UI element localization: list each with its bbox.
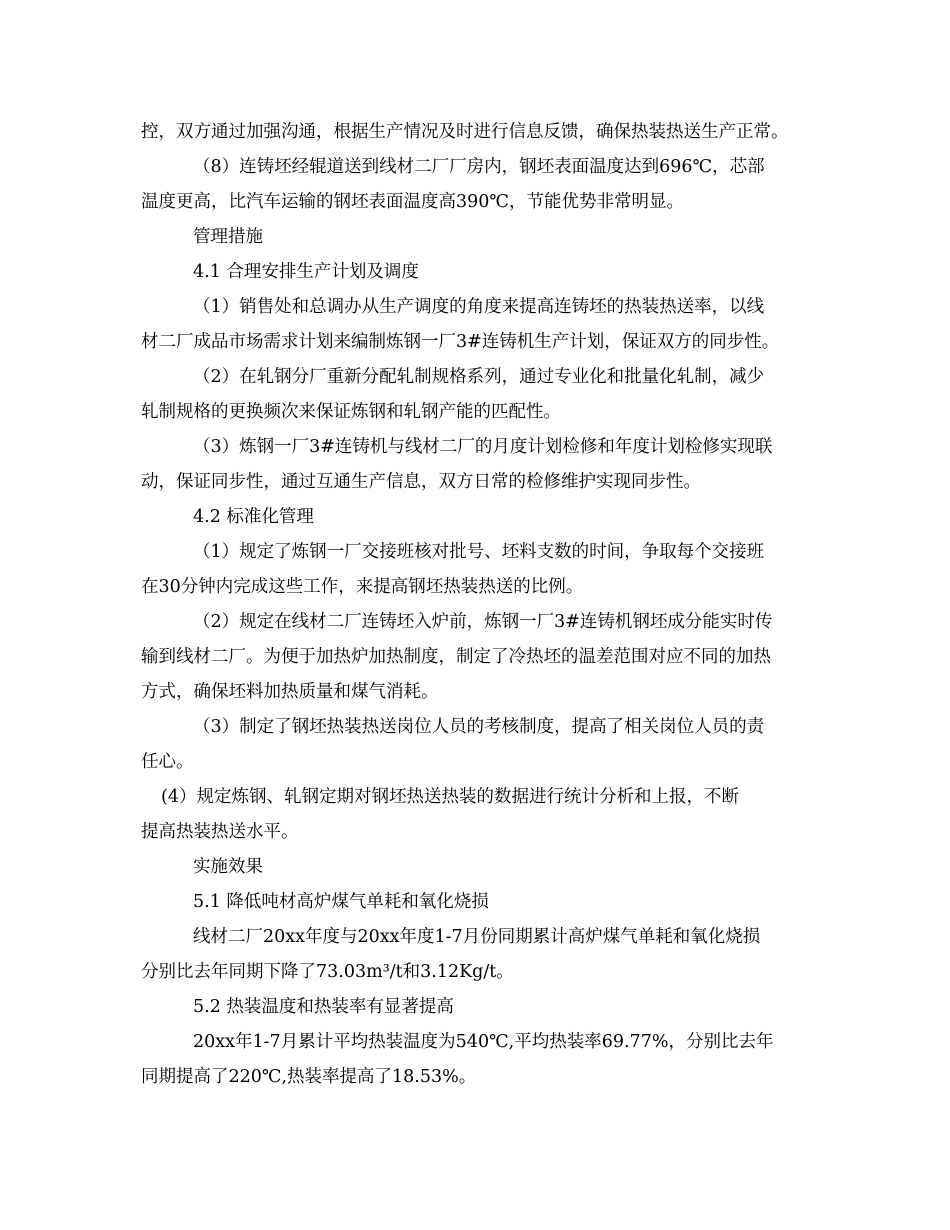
paragraph-line: 材二厂成品市场需求计划来编制炼钢一厂3#连铸机生产计划，保证双方的同步性。	[141, 332, 780, 352]
paragraph-line: 温度更高，比汽车运输的钢坯表面温度高390℃，节能优势非常明显。	[141, 192, 684, 212]
paragraph-line: （3）炼钢一厂3#连铸机与线材二厂的月度计划检修和年度计划检修实现联	[193, 437, 773, 457]
paragraph-line: 动，保证同步性，通过互通生产信息，双方日常的检修维护实现同步性。	[141, 472, 701, 492]
paragraph-line: 线材二厂20xx年度与20xx年度1-7月份同期累计高炉煤气单耗和氧化烧损	[193, 927, 761, 947]
document-body	[141, 115, 813, 1095]
paragraph-line: 同期提高了220℃,热装率提高了18.53%。	[141, 1067, 477, 1087]
paragraph-line: 轧制规格的更换频次来保证炼钢和轧钢产能的匹配性。	[141, 402, 561, 422]
paragraph-line: 输到线材二厂。为便于加热炉加热制度，制定了冷热坯的温差范围对应不同的加热	[141, 647, 771, 667]
paragraph-line: 在30分钟内完成这些工作，来提高钢坯热装热送的比例。	[141, 577, 584, 597]
paragraph-line: 任心。	[141, 752, 194, 772]
subsection-heading: 5.2 热装温度和热装率有显著提高	[193, 997, 454, 1017]
paragraph-line: （2）在轧钢分厂重新分配轧制规格系列，通过专业化和批量化轧制，减少	[193, 367, 765, 387]
paragraph-line: 提高热装热送水平。	[141, 822, 299, 842]
paragraph-line: （1）规定了炼钢一厂交接班核对批号、坯料支数的时间，争取每个交接班	[193, 542, 765, 562]
paragraph-line: 方式，确保坯料加热质量和煤气消耗。	[141, 682, 439, 702]
paragraph-line: 控，双方通过加强沟通，根据生产情况及时进行信息反馈，确保热装热送生产正常。	[141, 122, 789, 142]
section-heading: 实施效果	[193, 857, 263, 877]
paragraph-line: （1）销售处和总调办从生产调度的角度来提高连铸坯的热装热送率，以线	[193, 297, 765, 317]
paragraph-line: 20xx年1-7月累计平均热装温度为540℃,平均热装率69.77%，分别比去年	[193, 1032, 774, 1052]
paragraph-line: 分别比去年同期下降了73.03m³/t和3.12Kg/t。	[141, 962, 514, 982]
paragraph-line: （8）连铸坯经辊道送到线材二厂厂房内，钢坯表面温度达到696℃，芯部	[193, 157, 765, 177]
paragraph-line: （2）规定在线材二厂连铸坯入炉前，炼钢一厂3#连铸机钢坯成分能实时传	[193, 612, 773, 632]
paragraph-line: （3）制定了钢坯热装热送岗位人员的考核制度，提高了相关岗位人员的责	[193, 717, 765, 737]
subsection-heading: 5.1 降低吨材高炉煤气单耗和氧化烧损	[193, 892, 489, 912]
subsection-heading: 4.2 标准化管理	[193, 507, 314, 527]
subsection-heading: 4.1 合理安排生产计划及调度	[193, 262, 419, 282]
paragraph-line: (4）规定炼钢、轧钢定期对钢坯热送热装的数据进行统计分析和上报，不断	[161, 787, 739, 807]
section-heading: 管理措施	[193, 227, 263, 247]
